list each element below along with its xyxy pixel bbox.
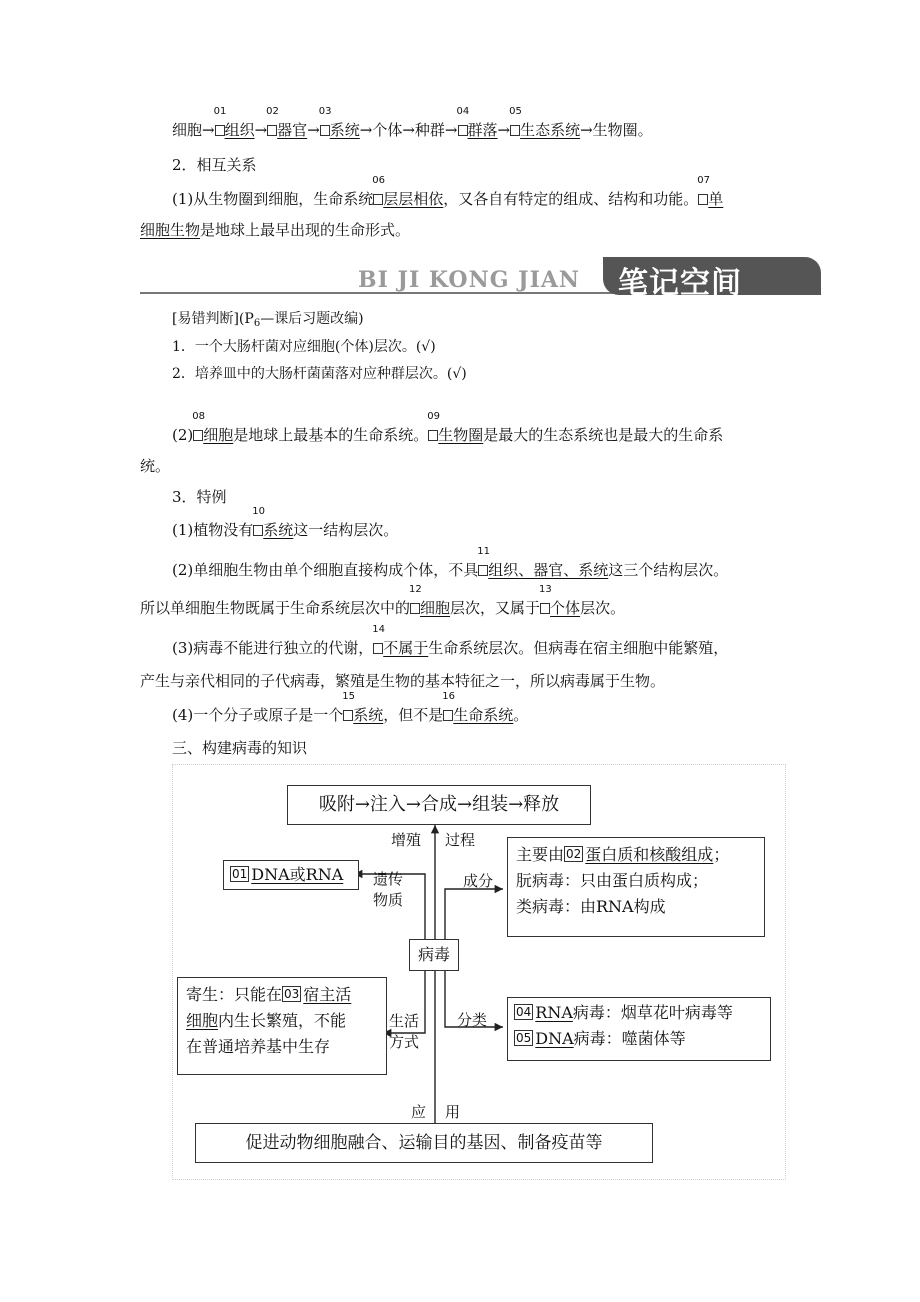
banner-latin: BI JI KONG JIAN (358, 267, 581, 293)
notes-heading: [易错判断]($P_6—$课后习题改编) (172, 311, 364, 329)
answer-tag-02: 02 (566, 847, 582, 861)
answer-marker-06: 06 (373, 189, 383, 209)
answer-marker-13: 13 (540, 598, 550, 618)
diagram-connectors (173, 765, 785, 1179)
virus-concept-map (172, 764, 786, 1180)
example-2: (2)单细胞生物由单个细胞直接构成个体，不具 11 组织、器官、系统这三个结构层次。 (172, 546, 729, 579)
label-proliferation: 增殖 (391, 831, 422, 849)
answer-marker-16: 16 (443, 705, 453, 725)
part-3-title: 三、构建病毒的知识 (172, 739, 308, 757)
answer-marker-14: 14 (373, 638, 383, 658)
classification-box: 04 RNA病毒：烟草花叶病毒等 05 DNA病毒：噬菌体等 (507, 997, 771, 1061)
answer-tag-01: 01 (232, 867, 248, 881)
answer-marker-11: 11 (478, 560, 488, 580)
label-material: 物质 (373, 891, 404, 909)
example-3: (3)病毒不能进行独立的代谢， 14 不属于生命系统层次。但病毒在宿主细胞中能繁殖， (172, 624, 729, 657)
lifestyle-box: 寄生：只能在 03 宿主活 细胞内生长繁殖，不能 在普通培养基中生存 (177, 977, 387, 1075)
paragraph-1: (1)从生物圈到细胞，生命系统 06 层层相依，又各自有特定的组成、结构和功能。 07 单 (172, 175, 724, 208)
answer-marker-05: 05 (510, 120, 520, 140)
notes-banner (140, 256, 822, 301)
example-2-cont: 所以单细胞生物既属于生命系统层次中的 12 细胞层次，又属于 13 个体层次。 (140, 584, 626, 617)
answer-marker-10: 10 (253, 520, 263, 540)
composition-box: 主要由 02 蛋白质和核酸组成； 朊病毒：只由蛋白质构成； 类病毒：由RNA构成 (507, 837, 765, 937)
process-box: 吸附→注入→合成→组装→释放 (287, 785, 591, 825)
section-3-title: 3．特例 (172, 488, 227, 506)
label-use: 用 (445, 1103, 461, 1121)
label-process: 过程 (445, 831, 476, 849)
label-life: 生活 (389, 1012, 420, 1030)
connector-composition (445, 889, 503, 941)
hierarchy-line: 细胞→ 01 组织→ 02 器官→ 03 系统→个体→种群→ 04 群落→ 05 生态系统→生物圈。 (172, 106, 653, 139)
example-3-cont: 产生与亲代相同的子代病毒，繁殖是生物的基本特征之一，所以病毒属于生物。 (140, 672, 666, 690)
answer-marker-12: 12 (410, 598, 420, 618)
answer-marker-01: 01 (215, 120, 225, 140)
notes-item-2: 2．培养皿中的大肠杆菌菌落对应种群层次。(√) (172, 366, 467, 382)
answer-marker-02: 02 (267, 120, 277, 140)
answer-marker-09: 09 (428, 425, 438, 445)
genetic-material-box: 01 DNA或RNA (223, 860, 359, 890)
example-1: (1)植物没有 10 系统这一结构层次。 (172, 506, 399, 539)
answer-tag-04: 04 (516, 1005, 532, 1019)
application-box: 促进动物细胞融合、运输目的基因、制备疫苗等 (195, 1123, 653, 1163)
answer-marker-04: 04 (458, 120, 468, 140)
paragraph-2: (2) 08 细胞是地球上最基本的生命系统。 09 生物圈是最大的生态系统也是最大的生命系 (172, 411, 724, 444)
label-genetic: 遗传 (373, 870, 404, 888)
section-2-title: 2．相互关系 (172, 156, 257, 174)
answer-marker-08: 08 (193, 425, 203, 445)
label-mode: 方式 (389, 1033, 420, 1051)
label-classification: 分类 (457, 1011, 488, 1029)
example-4: (4)一个分子或原子是一个 15 系统，但不是 16 生命系统。 (172, 691, 529, 724)
answer-marker-15: 15 (343, 705, 353, 725)
paragraph-2-cont: 统。 (140, 457, 171, 475)
label-apply: 应 (411, 1103, 427, 1121)
answer-marker-03: 03 (320, 120, 330, 140)
answer-tag-03: 03 (284, 987, 300, 1001)
label-composition: 成分 (463, 872, 494, 890)
answer-marker-07: 07 (698, 189, 708, 209)
notes-item-1: 1．一个大肠杆菌对应细胞(个体)层次。(√) (172, 339, 436, 355)
paragraph-1-cont: 细胞生物是地球上最早出现的生命形式。 (140, 221, 411, 239)
banner-title: 笔记空间 (618, 266, 742, 301)
virus-center-box: 病毒 (409, 939, 459, 971)
answer-tag-05: 05 (516, 1031, 532, 1045)
